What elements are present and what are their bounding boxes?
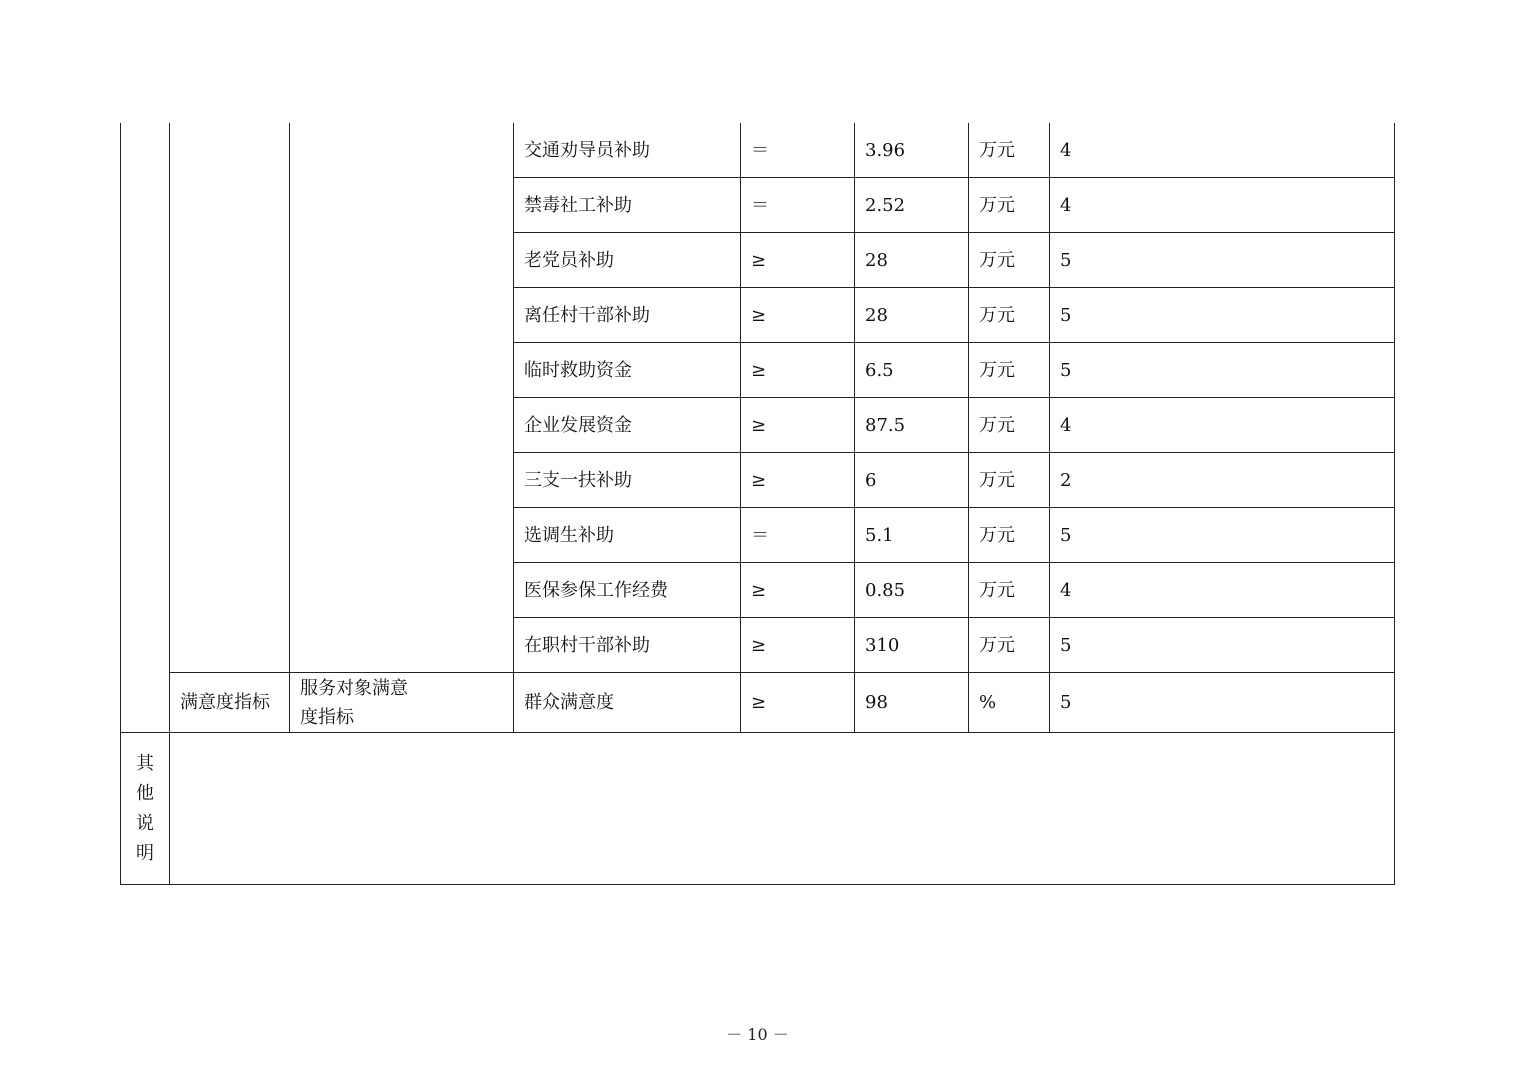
performance-indicator-table	[120, 123, 1395, 885]
indicator-name-cell: 离任村干部补助	[514, 288, 741, 343]
level2-indicator-line: 服务对象满意	[300, 677, 408, 699]
score-cell: 2	[1050, 453, 1395, 508]
page-number: － 10 －	[726, 1025, 789, 1044]
unit-cell: 万元	[969, 453, 1050, 508]
indicator-name-cell: 禁毒社工补助	[514, 178, 741, 233]
indicator-name-cell: 三支一扶补助	[514, 453, 741, 508]
indicator-name-cell: 交通劝导员补助	[514, 123, 741, 178]
level2-indicator-line: 度指标	[300, 706, 354, 728]
unit-cell: 万元	[969, 123, 1050, 178]
unit-cell: 万元	[969, 343, 1050, 398]
other-notes-content	[170, 733, 1395, 885]
other-notes-label-char: 明	[136, 842, 154, 864]
target-value-cell: 5.1	[855, 508, 969, 563]
operator-cell: ≥	[741, 563, 855, 618]
target-value-cell: 6.5	[855, 343, 969, 398]
other-notes-label-char: 他	[136, 782, 154, 804]
target-value-cell: 87.5	[855, 398, 969, 453]
indicator-name-cell: 企业发展资金	[514, 398, 741, 453]
indicator-name-cell: 临时救助资金	[514, 343, 741, 398]
operator-cell: ≥	[741, 453, 855, 508]
target-value-cell: 2.52	[855, 178, 969, 233]
unit-cell: 万元	[969, 618, 1050, 673]
target-value-cell: 28	[855, 233, 969, 288]
target-value-cell: 6	[855, 453, 969, 508]
operator-cell: ≥	[741, 233, 855, 288]
table-body	[121, 123, 1395, 885]
operator-cell: ≥	[741, 343, 855, 398]
other-notes-label	[121, 733, 170, 885]
target-value-cell: 0.85	[855, 563, 969, 618]
operator-cell: ≥	[741, 673, 855, 733]
score-cell: 5	[1050, 618, 1395, 673]
target-value-cell: 98	[855, 673, 969, 733]
unit-cell: 万元	[969, 288, 1050, 343]
level2-merged-cell	[290, 123, 514, 673]
target-value-cell: 28	[855, 288, 969, 343]
unit-cell: 万元	[969, 563, 1050, 618]
other-notes-row	[121, 733, 1395, 885]
score-cell: 4	[1050, 563, 1395, 618]
score-cell: 4	[1050, 123, 1395, 178]
unit-cell: 万元	[969, 233, 1050, 288]
satisfaction-row	[121, 673, 1395, 733]
score-cell: 4	[1050, 178, 1395, 233]
other-notes-label-char: 说	[136, 812, 154, 834]
level1-merged-cell	[170, 123, 290, 673]
indicator-name-cell: 在职村干部补助	[514, 618, 741, 673]
operator-cell: ≥	[741, 618, 855, 673]
other-notes-label-char: 其	[136, 752, 154, 774]
score-cell: 5	[1050, 673, 1395, 733]
unit-cell: 万元	[969, 178, 1050, 233]
indicator-name-cell: 老党员补助	[514, 233, 741, 288]
operator-cell: ＝	[741, 123, 855, 178]
unit-cell: 万元	[969, 508, 1050, 563]
score-cell: 5	[1050, 233, 1395, 288]
level1-indicator-cell: 满意度指标	[170, 673, 290, 733]
operator-cell: ≥	[741, 288, 855, 343]
indicator-name-cell: 群众满意度	[514, 673, 741, 733]
indicator-name-cell: 医保参保工作经费	[514, 563, 741, 618]
operator-cell: ≥	[741, 398, 855, 453]
score-cell: 5	[1050, 343, 1395, 398]
unit-cell: 万元	[969, 398, 1050, 453]
target-value-cell: 3.96	[855, 123, 969, 178]
level2-indicator-cell	[290, 673, 514, 733]
score-cell: 4	[1050, 398, 1395, 453]
target-value-cell: 310	[855, 618, 969, 673]
level0-merged-cell	[121, 123, 170, 733]
score-cell: 5	[1050, 508, 1395, 563]
score-cell: 5	[1050, 288, 1395, 343]
operator-cell: ＝	[741, 178, 855, 233]
table-row	[121, 123, 1395, 178]
operator-cell: ＝	[741, 508, 855, 563]
indicator-name-cell: 选调生补助	[514, 508, 741, 563]
unit-cell: %	[969, 673, 1050, 733]
